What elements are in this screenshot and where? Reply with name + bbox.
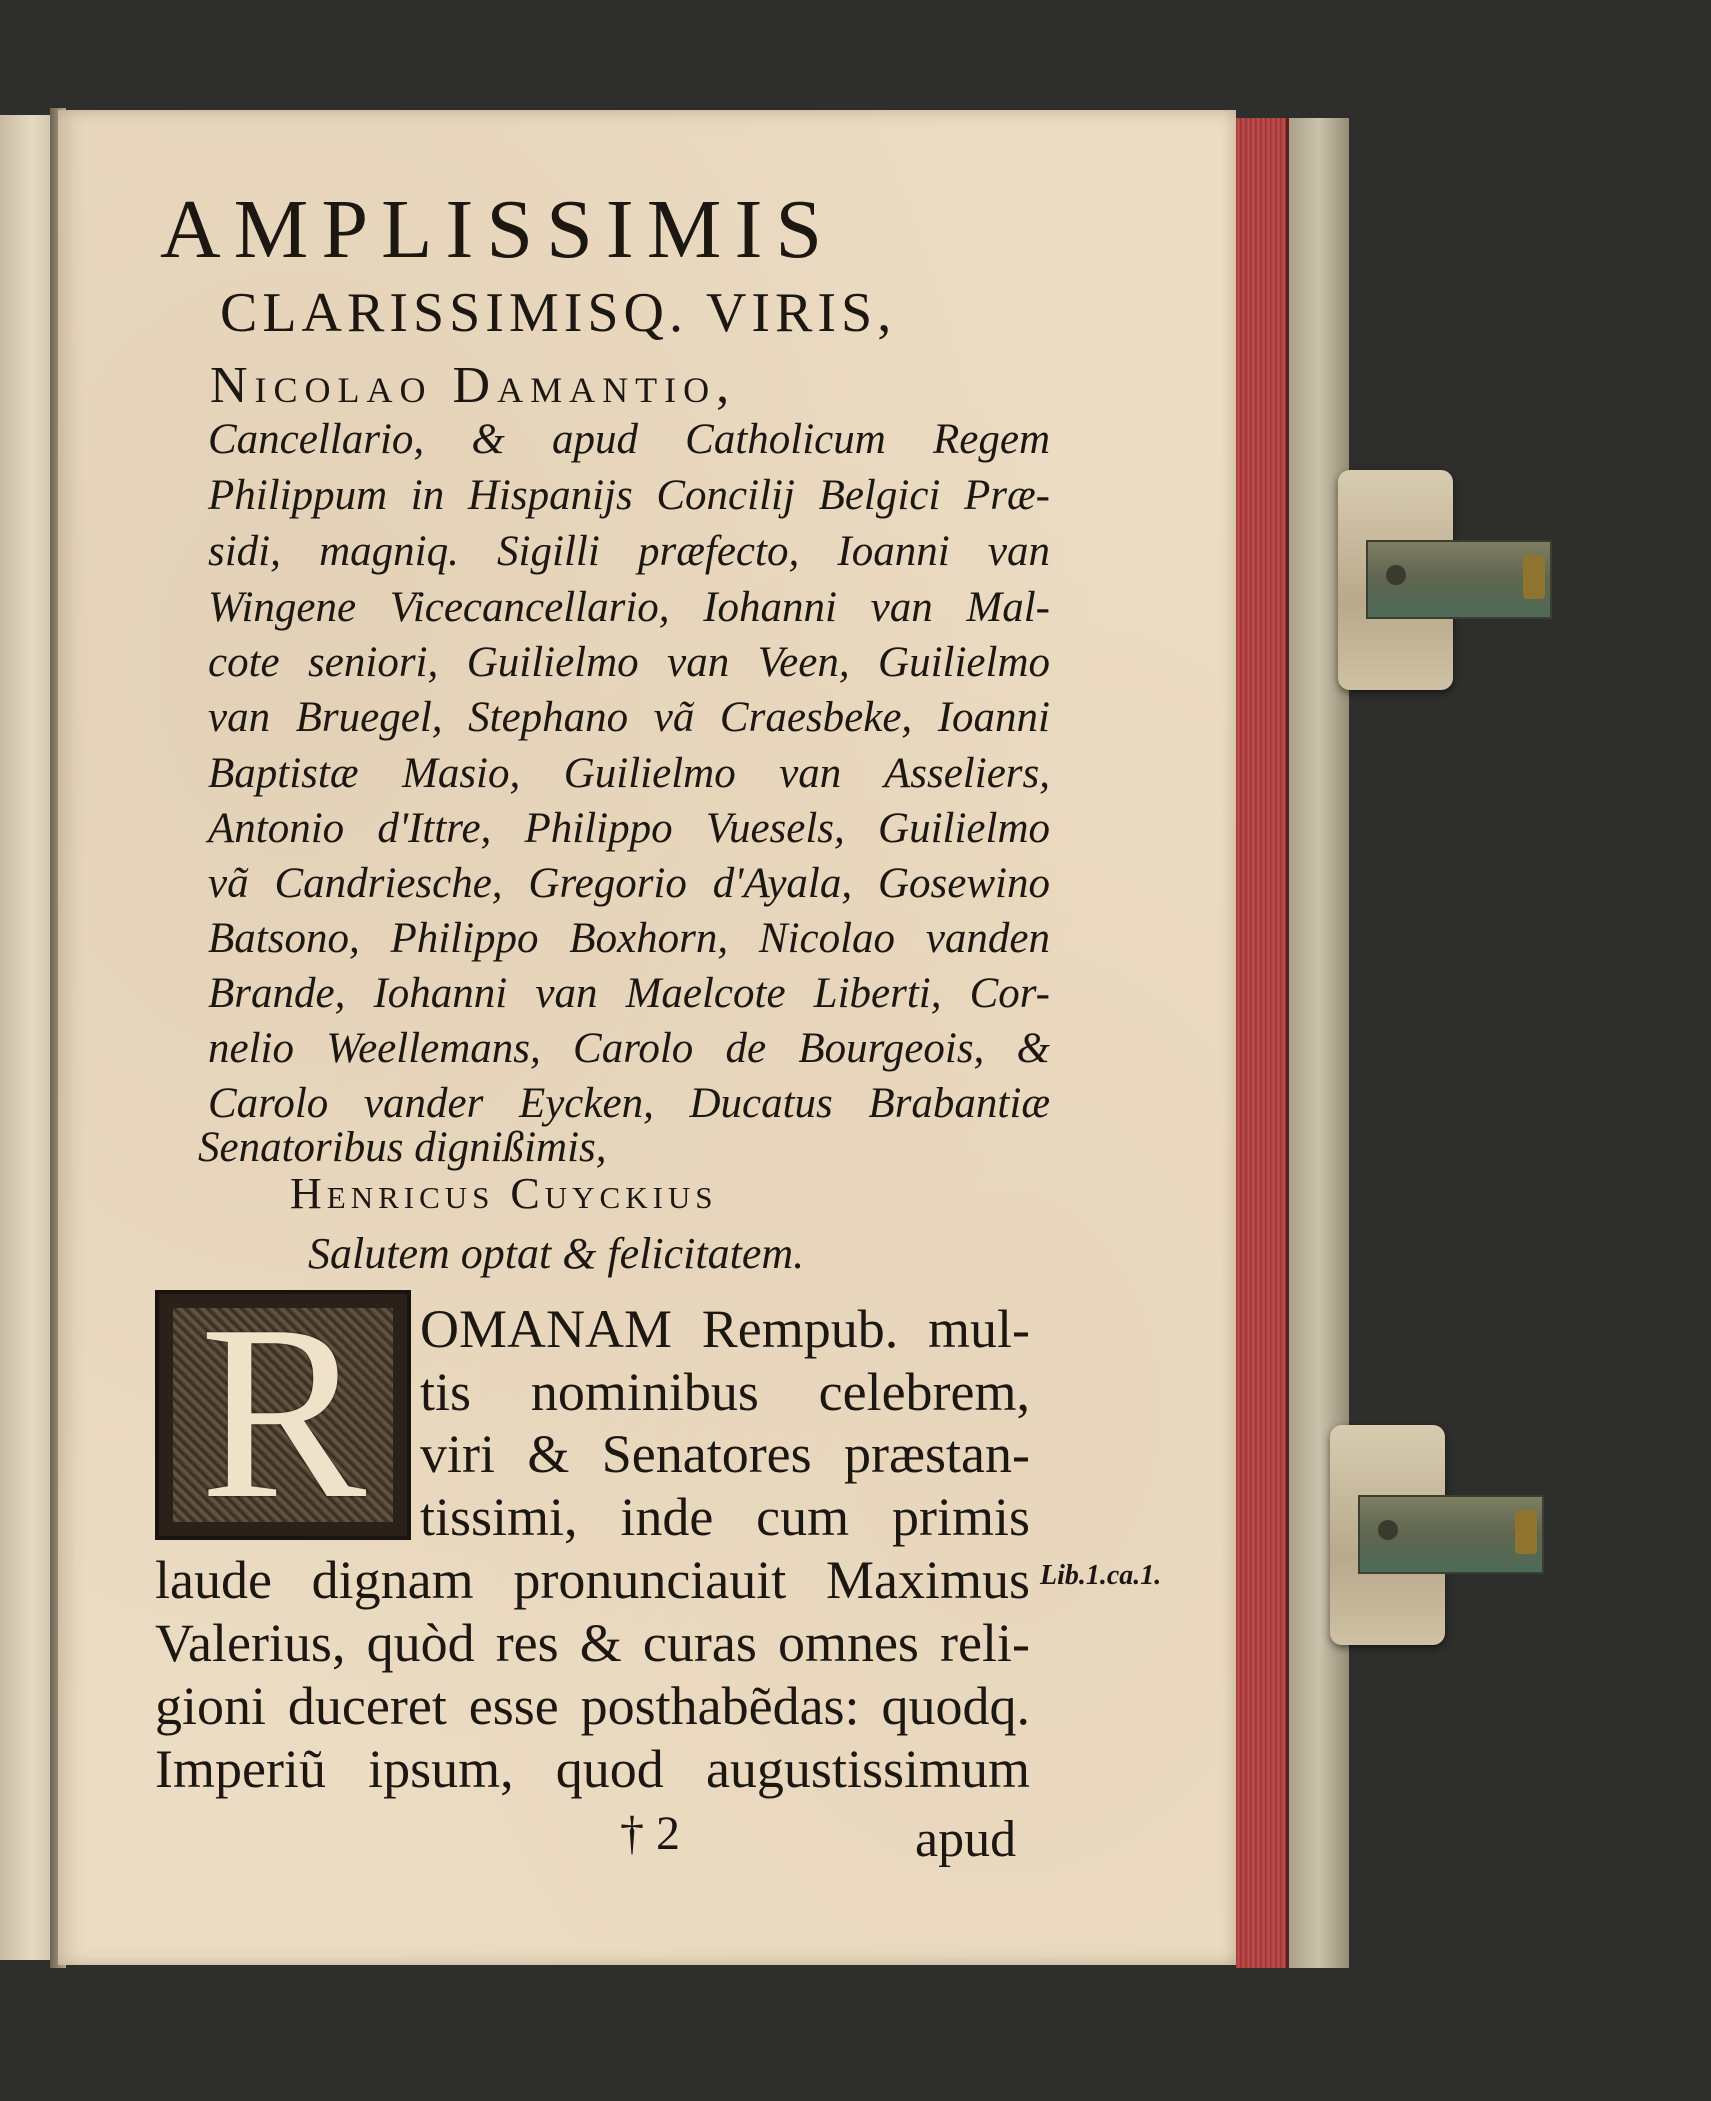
dedication-line: cote seniori, Guilielmo van Veen, Guilielmo <box>208 639 1050 686</box>
dedication-line: Baptistæ Masio, Guilielmo van Asseliers, <box>208 750 1050 797</box>
body-line: viri & Senatores præstan- <box>420 1424 1030 1484</box>
title-line-1: AMPLISSIMIS <box>160 183 836 276</box>
dedication-line: Philippum in Hispanijs Concilij Belgici Præ- <box>208 472 1050 519</box>
title-line-2: CLARISSIMISQ. VIRIS, <box>220 282 897 344</box>
dedication-line: sidi, magniq. Sigilli præfecto, Ioanni van <box>208 528 1050 575</box>
dedication-line: Batsono, Philippo Boxhorn, Nicolao vanden <box>208 915 1050 962</box>
signature-mark: † 2 <box>620 1807 680 1860</box>
initial-letter: R <box>199 1274 367 1551</box>
title-line-3: Nicolao Damantio, <box>210 357 737 414</box>
marginal-note: Lib.1.ca.1. <box>1040 1560 1162 1591</box>
body-line: Valerius, quòd res & curas omnes reli- <box>155 1613 1030 1673</box>
body-line: tissimi, inde cum primis <box>420 1487 1030 1547</box>
dedication-line: nelio Weellemans, Carolo de Bourgeois, & <box>208 1025 1050 1072</box>
greeting: Salutem optat & felicitatem. <box>308 1229 805 1278</box>
body-line: gioni duceret esse posthabẽdas: quodq. <box>155 1676 1030 1736</box>
body-line: OMANAM Rempub. mul- <box>420 1299 1030 1359</box>
body-line: tis nominibus celebrem, <box>420 1362 1030 1422</box>
decorated-initial <box>155 1274 411 1551</box>
dedication-line: Antonio d'Ittre, Philippo Vuesels, Guilielmo <box>208 805 1050 852</box>
dedication-line: Wingene Vicecancellario, Iohanni van Mal- <box>208 584 1050 631</box>
author-name: Henricus Cuyckius <box>290 1169 718 1218</box>
dedication-line: Brande, Iohanni van Maelcote Liberti, Cor- <box>208 970 1050 1017</box>
catchword: apud <box>915 1811 1017 1868</box>
dedication-line: van Bruegel, Stephano vã Craesbeke, Ioanni <box>208 694 1050 741</box>
dedication-line: Cancellario, & apud Catholicum Regem <box>208 416 1050 463</box>
dedication-line: Carolo vander Eycken, Ducatus Brabantiæ <box>208 1080 1050 1127</box>
dedication-line-last: Senatoribus dignißimis, <box>198 1124 607 1171</box>
body-line: Imperiũ ipsum, quod augustissimum <box>155 1739 1030 1799</box>
dedication-line: vã Candriesche, Gregorio d'Ayala, Gosewino <box>208 860 1050 907</box>
body-line: laude dignam pronunciauit Maximus <box>155 1550 1030 1610</box>
